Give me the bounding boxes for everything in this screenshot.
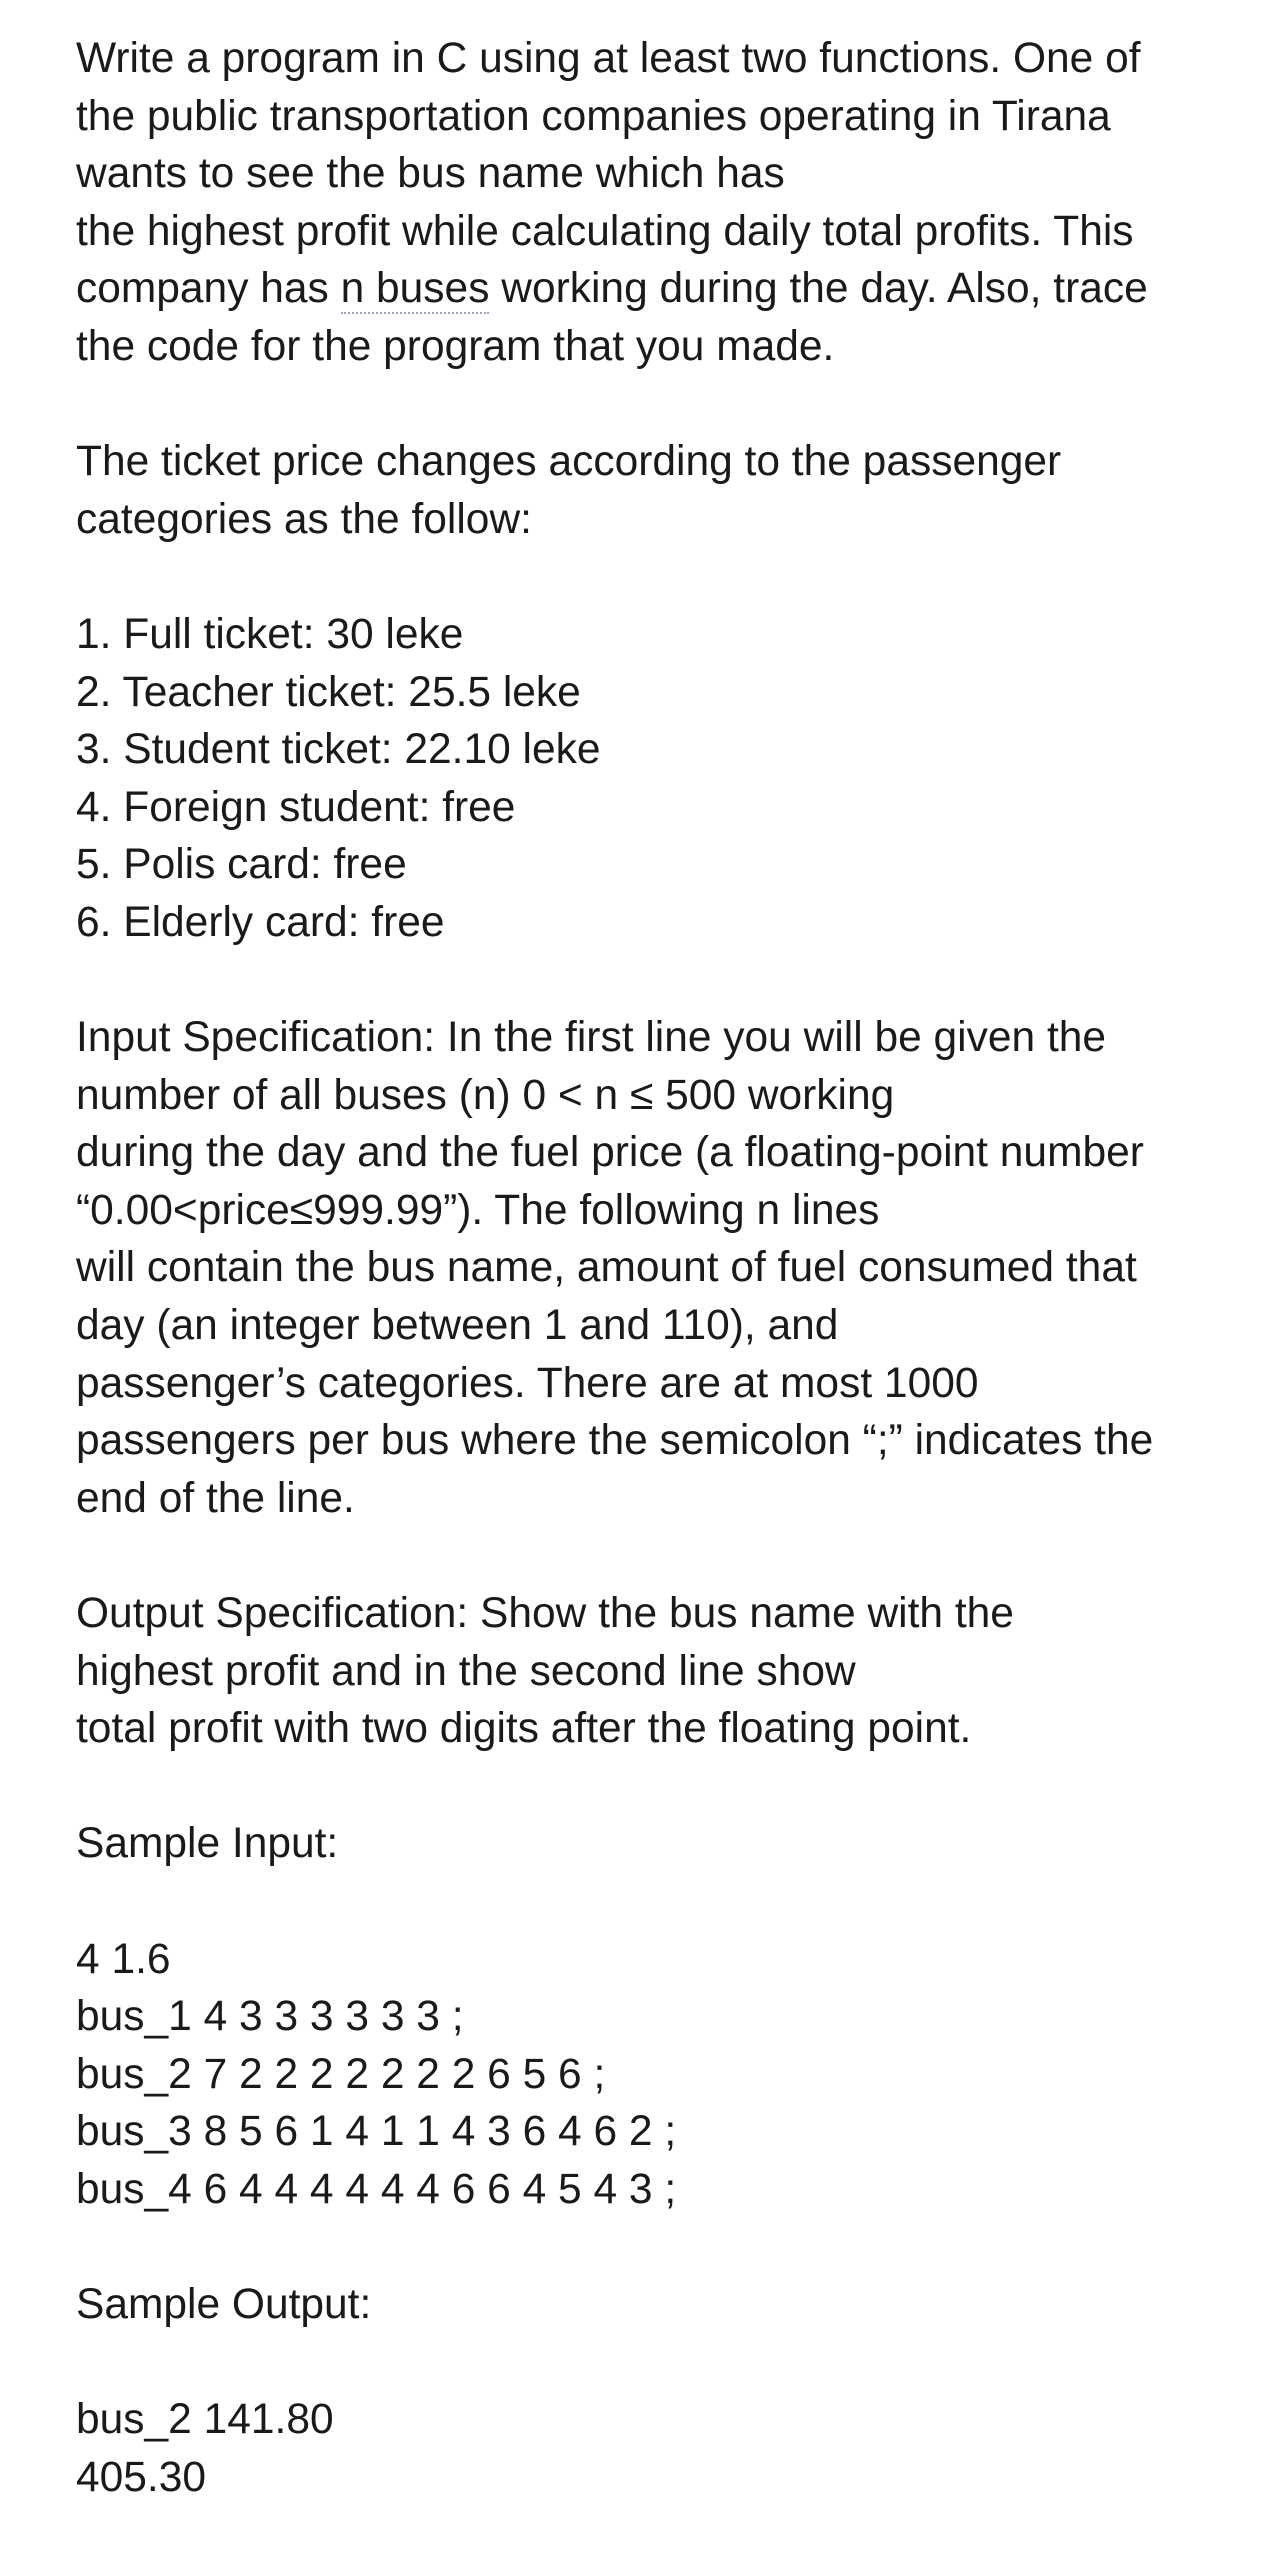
category-item: 2. Teacher ticket: 25.5 leke	[76, 668, 581, 716]
sample-output-line: 405.30	[76, 2453, 206, 2501]
sample-output-line: bus_2 141.80	[76, 2396, 334, 2444]
intro-line: wants to see the bus name which has	[76, 150, 785, 198]
input-spec-line: during the day and the fuel price (a floating-point number	[76, 1129, 1144, 1177]
input-spec-line: “0.00<price≤999.99”). The following n lines	[76, 1186, 880, 1234]
category-item: 5. Polis card: free	[76, 841, 407, 889]
paragraph-gap	[76, 2334, 1236, 2392]
input-spec-line: will contain the bus name, amount of fuel consumed that	[76, 1244, 1137, 1292]
paragraph-gap	[76, 376, 1236, 434]
output-spec-line: total profit with two digits after the floating point.	[76, 1705, 972, 1753]
category-item: 1. Full ticket: 30 leke	[76, 610, 464, 658]
output-spec-line: Output Specification: Show the bus name with the	[76, 1590, 1014, 1638]
paragraph-gap	[76, 2219, 1236, 2277]
price-intro-paragraph	[76, 433, 1236, 548]
sample-output-block	[76, 2391, 1236, 2506]
sample-output-heading: Sample Output:	[76, 2281, 372, 2329]
category-item: 6. Elderly card: free	[76, 898, 445, 946]
category-item: 3. Student ticket: 22.10 leke	[76, 726, 601, 774]
intro-text: company has	[76, 265, 341, 313]
price-intro-line: The ticket price changes according to the passenger	[76, 438, 1062, 486]
input-spec-line: day (an integer between 1 and 110), and	[76, 1302, 839, 1350]
problem-statement	[76, 30, 1236, 2507]
sample-input-heading: Sample Input:	[76, 1820, 339, 1868]
intro-paragraph	[76, 30, 1236, 376]
paragraph-gap	[76, 1527, 1236, 1585]
category-list	[76, 606, 1236, 952]
input-spec-line: number of all buses (n) 0 < n ≤ 500 working	[76, 1071, 895, 1119]
paragraph-gap	[76, 1873, 1236, 1931]
input-spec-line: end of the line.	[76, 1474, 355, 1522]
intro-line: the code for the program that you made.	[76, 322, 835, 370]
input-specification	[76, 1009, 1236, 1527]
paragraph-gap	[76, 548, 1236, 606]
price-intro-line: categories as the follow:	[76, 495, 532, 543]
paragraph-gap	[76, 1758, 1236, 1816]
sample-input-line: bus_1 4 3 3 3 3 3 3 ;	[76, 1993, 464, 2041]
sample-input-line: 4 1.6	[76, 1935, 171, 1983]
n-buses-link[interactable]: n buses	[340, 265, 490, 313]
intro-line: Write a program in C using at least two functions. One of	[76, 35, 1141, 82]
intro-line: the highest profit while calculating daily total profits. This	[76, 207, 1134, 255]
input-spec-line: Input Specification: In the first line you will be given the	[76, 1014, 1107, 1062]
output-specification	[76, 1585, 1236, 1758]
paragraph-gap	[76, 952, 1236, 1010]
intro-line	[76, 260, 1236, 318]
intro-line: the public transportation companies operating in Tirana	[76, 92, 1111, 140]
intro-text: working during the day. Also, trace	[489, 265, 1148, 313]
sample-input-block	[76, 1931, 1236, 2219]
input-spec-line: passenger’s categories. There are at most 1000	[76, 1359, 979, 1407]
sample-input-line: bus_4 6 4 4 4 4 4 4 6 6 4 5 4 3 ;	[76, 2165, 677, 2213]
category-item: 4. Foreign student: free	[76, 783, 516, 831]
sample-input-line: bus_3 8 5 6 1 4 1 1 4 3 6 4 6 2 ;	[76, 2108, 677, 2156]
output-spec-line: highest profit and in the second line show	[76, 1647, 856, 1695]
sample-input-line: bus_2 7 2 2 2 2 2 2 2 6 5 6 ;	[76, 2050, 606, 2098]
input-spec-line: passengers per bus where the semicolon “;” indicates the	[76, 1417, 1154, 1465]
